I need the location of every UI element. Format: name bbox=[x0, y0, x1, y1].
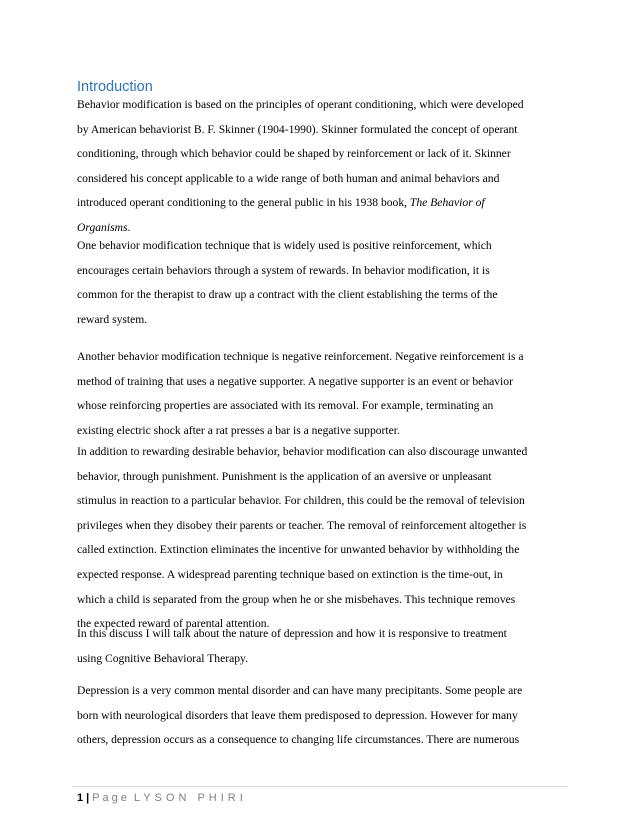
book-title-part: Organisms bbox=[77, 220, 128, 234]
paragraph-5 bbox=[77, 622, 567, 671]
text-line: expected response. A widespread parenting technique based on extinction is the time-out, in bbox=[77, 567, 503, 581]
text-line: conditioning, through which behavior could be shaped by reinforcement or lack of it. Skinner bbox=[77, 147, 511, 161]
text-line: common for the therapist to draw up a contract with the client establishing the terms of the bbox=[77, 288, 498, 302]
paragraph-2 bbox=[77, 234, 567, 332]
text-line: Another behavior modification technique is negative reinforcement. Negative reinforcement is a bbox=[77, 350, 524, 363]
text-line: considered his concept applicable to a wide range of both human and animal behaviors and bbox=[77, 171, 500, 185]
paragraph-1 bbox=[77, 93, 567, 241]
text-line: born with neurological disorders that leave them predisposed to depression. However for many bbox=[77, 708, 518, 722]
text-line: privileges when they disobey their parents or teacher. The removal of reinforcement altogether is bbox=[77, 518, 527, 532]
section-heading: Introduction bbox=[77, 79, 153, 95]
text-line: using Cognitive Behavioral Therapy. bbox=[77, 651, 248, 665]
text-line: the expected reward of parental attention. bbox=[77, 617, 270, 631]
text-line: Behavior modification is based on the principles of operant conditioning, which were developed bbox=[77, 98, 524, 111]
text-line: others, depression occurs as a consequence to changing life circumstances. There are numerous bbox=[77, 733, 520, 747]
text-line: reward system. bbox=[77, 312, 148, 326]
text-line: behavior, through punishment. Punishment is the application of an aversive or unpleasant bbox=[77, 469, 492, 483]
footer-divider bbox=[72, 786, 568, 787]
paragraph-3 bbox=[77, 345, 567, 443]
page-footer bbox=[77, 791, 247, 805]
text-line: stimulus in reaction to a particular behavior. For children, this could be the removal of television bbox=[77, 494, 525, 508]
text-line: by American behaviorist B. F. Skinner (1904-1990). Skinner formulated the concept of operant bbox=[77, 122, 518, 136]
paragraph-6 bbox=[77, 679, 567, 753]
text-segment: . bbox=[127, 220, 131, 234]
text-line bbox=[77, 191, 567, 216]
page-number: 1 bbox=[77, 792, 84, 804]
paragraph-4 bbox=[77, 440, 567, 637]
text-line: In addition to rewarding desirable behavior, behavior modification can also discourage unwanted bbox=[77, 445, 528, 458]
text-line: whose reinforcing properties are associated with its removal. For example, terminating an bbox=[77, 399, 494, 413]
text-segment: introduced operant conditioning to the general public in his 1938 book, bbox=[77, 196, 408, 210]
text-line: In this discuss I will talk about the nature of depression and how it is responsive to treatment bbox=[77, 627, 507, 640]
text-line: Depression is a very common mental disorder and can have many precipitants. Some people are bbox=[77, 684, 523, 697]
author-name: LYSON PHIRI bbox=[133, 792, 247, 804]
text-line: One behavior modification technique that is widely used is positive reinforcement, which bbox=[77, 239, 492, 252]
page-label: Page bbox=[92, 792, 130, 804]
footer-separator: | bbox=[86, 792, 90, 804]
text-line: encourages certain behaviors through a system of rewards. In behavior modification, it is bbox=[77, 263, 490, 277]
text-line: method of training that uses a negative supporter. A negative supporter is an event or behavior bbox=[77, 374, 513, 388]
book-title-part: The Behavior of bbox=[407, 196, 485, 210]
text-line: called extinction. Extinction eliminates the incentive for unwanted behavior by withholding the bbox=[77, 543, 520, 557]
text-line: existing electric shock after a rat presses a bar is a negative supporter. bbox=[77, 423, 400, 437]
text-line: which a child is separated from the group when he or she misbehaves. This technique removes bbox=[77, 592, 516, 606]
